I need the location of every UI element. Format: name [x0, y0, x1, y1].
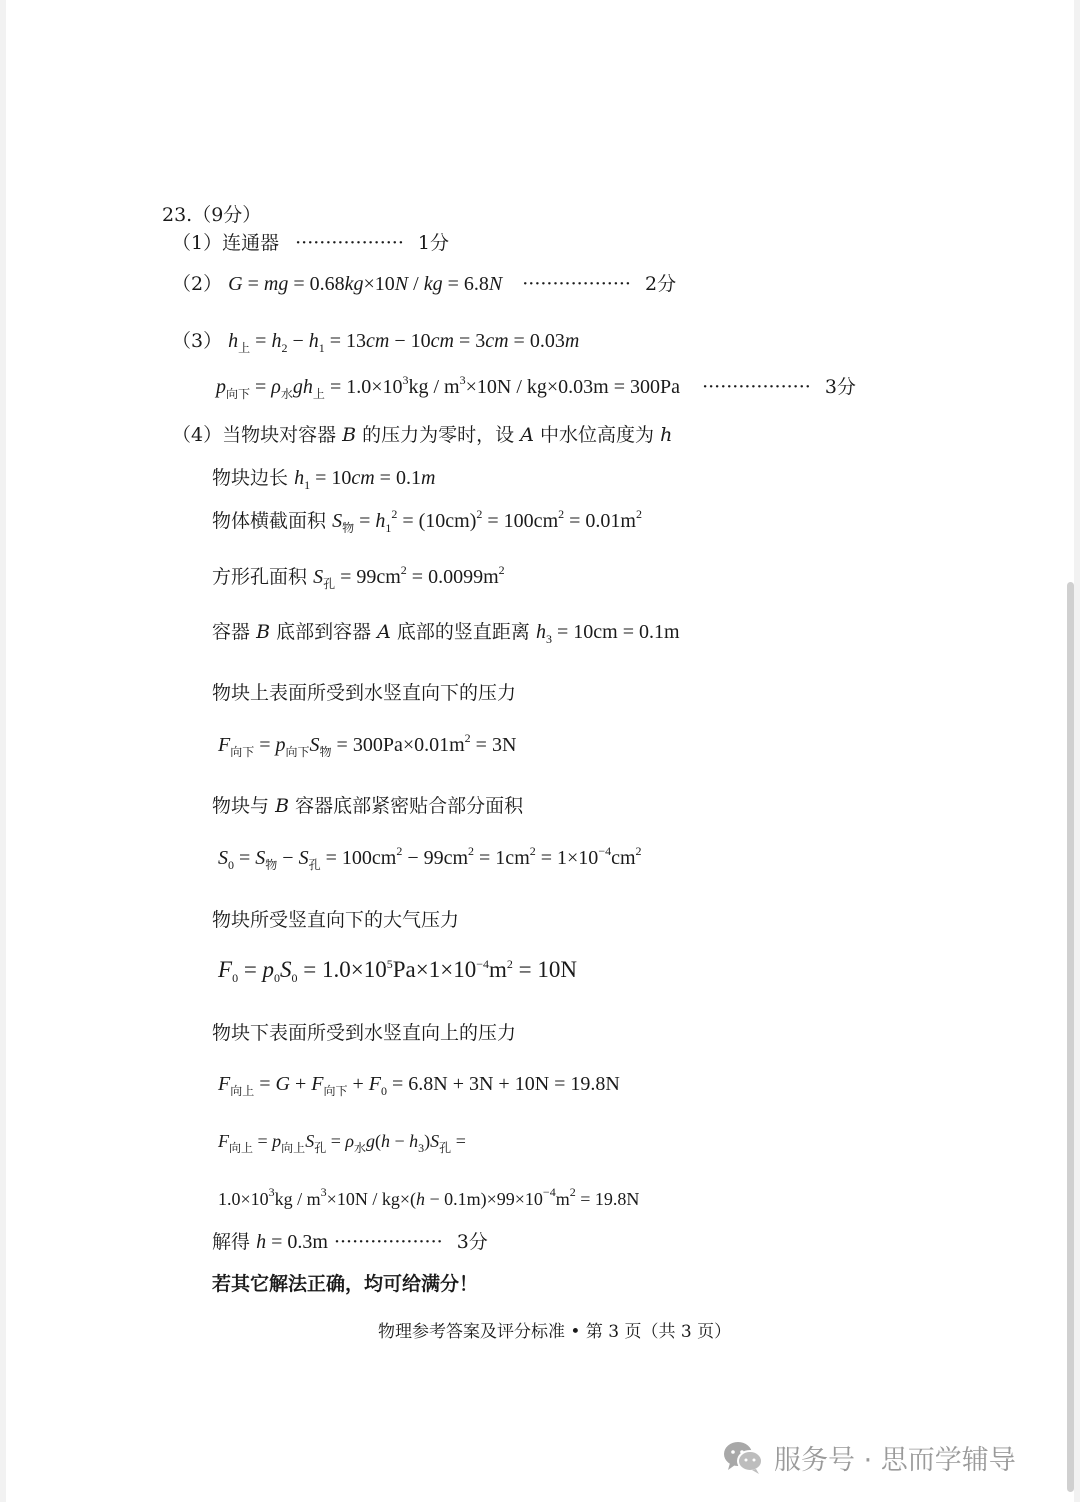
distance-formula: $h_3 = 10cm = 0.1m$ [535, 621, 680, 646]
contact-var-b: B [275, 795, 290, 817]
part-4-intro-var-a: A [520, 424, 534, 446]
pressure-equation-2: $1.0\times 10^3kg / m^3\times 10N / kg\times(h - 0.1m)\times 99\times 10^{-4}m^2 = 19.8N$ [218, 1185, 640, 1209]
part-4-score: 3分 [456, 1231, 488, 1253]
distance-line [212, 620, 680, 644]
part-3-dots: ·················· [702, 376, 811, 398]
document-page [6, 0, 1074, 1502]
top-force-formula: $F_{向下} = p_{向下}S_物 = 300Pa\times 0.01m^2 = 3N$ [218, 731, 517, 759]
part-1 [172, 231, 449, 255]
part-2-formula: G = mg = 0.68kg×10N / kg = 6.8N [228, 273, 503, 295]
part-4-intro-var-h: h [660, 424, 673, 446]
hole-area-line [212, 565, 505, 589]
contact-text-a: 物块与 [212, 795, 270, 817]
watermark [722, 1434, 1016, 1480]
part-2 [172, 272, 676, 296]
full-marks-note: 若其它解法正确，均可给满分！ [212, 1273, 479, 1295]
contact-text-c: 容器底部紧密贴合部分面积 [295, 795, 524, 817]
hole-area-label: 方形孔面积 [212, 566, 308, 588]
top-force-label: 物块上表面所受到水竖直向下的压力 [212, 682, 517, 704]
part-3-label: （3） [172, 330, 223, 352]
part-2-label: （2） [172, 273, 223, 295]
scrollbar-thumb[interactable] [1067, 582, 1074, 1492]
distance-text-c: 底部到容器 [276, 621, 372, 643]
bottom-force-formula: $F_{向上} = G + F_{向下} + F_0 = 6.8N + 3N + 10N = 19.8N$ [218, 1073, 620, 1098]
cross-section-formula: $S_物 = h_1^2 = (10cm)^2 = 100cm^2 = 0.01m^2$ [332, 507, 642, 535]
part-4-intro-var-b: B [342, 424, 357, 446]
distance-text-a: 容器 [212, 621, 251, 643]
pressure-equation-1: $F_{向上} = p_{向上}S_孔 = \rho_水g(h - h_3)S_孔$ = [218, 1131, 466, 1155]
part-4-intro-text-c: 的压力为零时，设 [362, 424, 515, 446]
atm-force-label: 物块所受竖直向下的大气压力 [212, 909, 460, 931]
solution-line [212, 1230, 488, 1254]
part-3-formula-1: $h_上 = h_2 - h_1 = 13cm - 10cm = 3cm = 0.03m$ [228, 330, 580, 355]
part-3-score: 3分 [824, 376, 856, 398]
part-1-label: （1）连通器 [172, 232, 280, 254]
side-length-label: 物块边长 [212, 467, 289, 489]
solution-value: h = 0.3m [256, 1231, 328, 1253]
part-4-dots: ·················· [333, 1231, 443, 1253]
part-2-score: 2分 [645, 273, 677, 295]
contact-area-label [212, 794, 523, 818]
distance-text-e: 底部的竖直距离 [396, 621, 530, 643]
distance-var-b: B [256, 621, 271, 643]
page-footer: 物理参考答案及评分标准 • 第 3 页（共 3 页） [378, 1322, 732, 1342]
part-4-intro-text-e: 中水位高度为 [540, 424, 655, 446]
part-1-dots: ·················· [295, 232, 404, 254]
part-1-score: 1分 [417, 232, 449, 254]
question-title: 23.（9分） [162, 204, 262, 226]
wechat-icon [722, 1439, 764, 1475]
side-length-line [212, 466, 435, 490]
part-3-line-1 [172, 329, 579, 353]
part-3-formula-2: $p_{向下} = \rho_水gh_上 = 1.0\times 10^3kg / m^3\times 10N / kg\times 0.03m = 300Pa$ [216, 373, 681, 401]
part-4-intro-text-a: （4）当物块对容器 [172, 424, 337, 446]
watermark-text: 服务号 · 思而学辅导 [774, 1444, 1016, 1476]
part-3-line-2 [216, 375, 856, 399]
atm-force-formula: $F_0 = p_0S_0 = 1.0\times 10^5Pa\times 1\times 10^{-4}m^2 = 10N$ [218, 957, 577, 985]
part-2-dots: ·················· [522, 273, 631, 295]
side-length-formula: $h_1 = 10cm = 0.1m$ [294, 467, 436, 492]
bottom-force-label: 物块下表面所受到水竖直向上的压力 [212, 1022, 517, 1044]
distance-var-a: A [377, 621, 391, 643]
hole-area-formula: $S_孔 = 99cm^2 = 0.0099m^2$ [313, 563, 505, 591]
solution-label: 解得 [212, 1231, 251, 1253]
contact-area-formula: $S_0 = S_物 - S_孔 = 100cm^2 - 99cm^2 = 1cm^2 = 1\times 10^{-4}cm^2$ [218, 844, 642, 872]
cross-section-line [212, 509, 642, 533]
cross-section-label: 物体横截面积 [212, 510, 327, 532]
part-4-intro [172, 423, 672, 447]
